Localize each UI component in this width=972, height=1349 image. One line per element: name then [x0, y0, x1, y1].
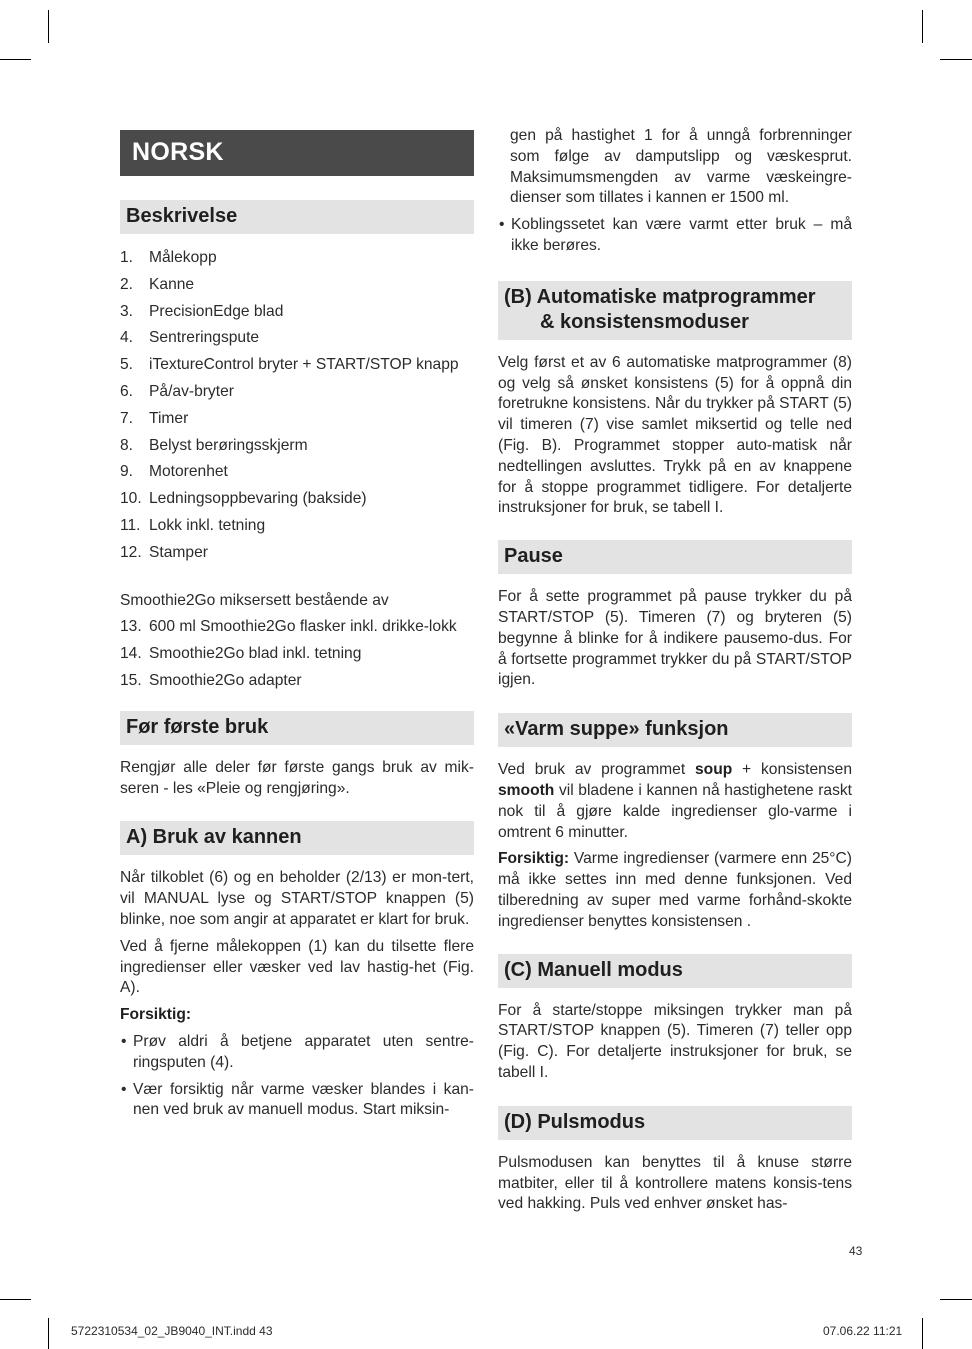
list-number: 2. [120, 275, 134, 293]
list-text: Smoothie2Go adapter [149, 671, 302, 689]
bruk-kannen-p2: Ved å fjerne målekoppen (1) kan du tilsette flere ingredienser eller væsker ved lav hastig-het (Fig. A). [120, 937, 474, 997]
crop-mark [940, 59, 972, 60]
list-number: 10. [120, 490, 142, 508]
list-item [120, 543, 474, 564]
list-text: Stamper [149, 543, 208, 561]
heading-forste-bruk: Før første bruk [120, 711, 474, 745]
list-text: Timer [149, 409, 189, 427]
list-item [120, 1032, 474, 1074]
continued-bullet-list [498, 215, 852, 257]
crop-mark [940, 1299, 972, 1300]
list-number: 3. [120, 302, 134, 320]
list-item [120, 1080, 474, 1122]
pause-text: For å sette programmet på pause trykker du på START/STOP (5). Timeren (7) og bryteren (5) begynne å blinke for å indikere pausemo-dus. For å fortsette programmet trykker du på START/STOP igjen. [498, 588, 852, 689]
right-column [498, 126, 852, 1215]
automatiske-text: Velg først et av 6 automatiske matprogrammer (8) og velg så ønsket konsistens (5) for å oppnå din foretrukne konsistens. Når du trykker på START (5) vil timeren (7) vise samlet miksertid og telle ned (Fig. B). Programmet stopper auto-matisk når nedtellingen avsluttes. Trykk på en av knappene for å stoppe programmet tidligere. For detaljerte instruksjoner for bruk, se tabell I. [498, 353, 852, 517]
heading-pause: Pause [498, 540, 852, 574]
forste-bruk-text: Rengjør alle deler før første gangs bruk av mik-seren - les «Pleie og rengjøring». [120, 758, 474, 797]
crop-mark [0, 59, 31, 60]
list-number: 15. [120, 671, 142, 689]
list-number: 9. [120, 463, 134, 481]
list-item [120, 302, 474, 323]
heading-varm-suppe: «Varm suppe» funksjon [498, 713, 852, 747]
list-text: PrecisionEdge blad [149, 302, 284, 320]
list-item [120, 489, 474, 510]
heading-beskrivelse: Beskrivelse [120, 200, 474, 234]
list-text: Målekopp [149, 249, 217, 266]
list-item [120, 617, 474, 638]
list-text: På/av-bryter [149, 382, 234, 400]
list-number: 6. [120, 382, 134, 400]
crop-mark [922, 1318, 923, 1349]
list-text: Smoothie2Go blad inkl. tetning [149, 645, 362, 663]
list-text: Belyst berøringsskjerm [149, 436, 308, 454]
list-text: Vær forsiktig når varme væsker blandes i kan-nen ved bruk av manuell modus. Start miksin- [133, 1080, 474, 1119]
bullet-icon: • [121, 1080, 127, 1098]
crop-mark [0, 1299, 31, 1300]
list-text: iTextureControl bryter + START/STOP knapp [149, 356, 459, 374]
list-number: 8. [120, 436, 134, 454]
list-number: 12. [120, 543, 142, 561]
list-item [120, 382, 474, 403]
caution-list [120, 1032, 474, 1121]
varm-suppe-p1: Ved bruk av programmet soup + konsistensen smooth vil bladene i kannen nå hastighetene raskt nok til å gjøre kalde ingredienser glo-varme i omtrent 6 minutter. [498, 761, 852, 841]
list-item [120, 328, 474, 349]
bruk-kannen-p1: Når tilkoblet (6) og en beholder (2/13) er mon-tert, vil MANUAL lyse og START/STOP knappen (5) blinke, noe som angir at apparatet er klart for bruk. [120, 869, 474, 928]
list-item [120, 248, 474, 269]
list-item [120, 275, 474, 296]
language-title: NORSK [120, 130, 474, 176]
left-column [120, 130, 474, 1127]
crop-mark [922, 10, 923, 43]
list-text: Prøv aldri å betjene apparatet uten sentre-ringsputen (4). [133, 1032, 474, 1071]
list-item: • Koblingssetet kan være varmt etter bruk – må ikke berøres. [499, 216, 852, 254]
list-text: 600 ml Smoothie2Go flasker inkl. drikke-lokk [149, 618, 457, 636]
heading-manuell-modus: (C) Manuell modus [498, 954, 852, 988]
list-item [120, 409, 474, 430]
crop-mark [48, 1318, 49, 1349]
list-item [120, 462, 474, 483]
heading-automatiske: (B) Automatiske matprogrammer & konsistensmoduser [498, 281, 852, 340]
list-item [120, 671, 474, 692]
heading-pulsmodus: (D) Pulsmodus [498, 1106, 852, 1140]
list-number: 5. [120, 356, 134, 374]
smoothie-list [120, 617, 474, 691]
continued-paragraph: gen på hastighet 1 for å unngå forbrenninger som følge av damputslipp og væskesprut. Maksimumsmengden av varme væskeingre-dienser som tillates i kannen er 1500 ml. [510, 127, 852, 207]
list-item [120, 644, 474, 665]
list-text: Sentreringspute [149, 329, 260, 347]
manuell-modus-text: For å starte/stoppe miksingen trykker man på START/STOP knappen (5). Timeren (7) teller opp (Fig. C). For detaljerte instruksjoner for bruk, se tabell I. [498, 1001, 852, 1081]
pulsmodus-text: Pulsmodusen kan benyttes til å knuse større matbiter, eller til å kontrollere matens konsis-tens ved hakking. Puls ved enhver ønsket has- [498, 1153, 852, 1213]
list-number: 14. [120, 645, 142, 663]
varm-suppe-caution: Forsiktig: Varme ingredienser (varmere enn 25°C) må ikke settes inn med denne funksjonen. Ved tilberedning av super med varme forhånd-skokte ingredienser benyttes konsistensen . [498, 850, 852, 930]
list-item [120, 516, 474, 537]
smoothie-intro: Smoothie2Go miksersett bestående av [120, 591, 389, 609]
list-text: Kanne [149, 275, 195, 293]
list-number: 7. [120, 409, 134, 427]
list-item [120, 355, 474, 376]
list-text: Ledningsoppbevaring (bakside) [149, 490, 367, 508]
page-number: 43 [849, 1244, 863, 1258]
footer-file: 5722310534_02_JB9040_INT.indd 43 [71, 1324, 273, 1338]
list-number: 4. [120, 329, 134, 347]
list-text: Motorenhet [149, 463, 228, 481]
crop-mark [48, 10, 49, 43]
footer-date: 07.06.22 11:21 [823, 1324, 903, 1338]
caution-label: Forsiktig: [120, 1006, 192, 1024]
list-number: 13. [120, 618, 142, 636]
parts-list [120, 248, 474, 564]
bullet-icon: • [121, 1032, 127, 1050]
list-text: Lokk inkl. tetning [149, 516, 266, 534]
heading-bruk-kannen: A) Bruk av kannen [120, 821, 474, 855]
list-number: 1. [120, 249, 134, 266]
list-item [120, 436, 474, 457]
list-number: 11. [120, 516, 141, 534]
